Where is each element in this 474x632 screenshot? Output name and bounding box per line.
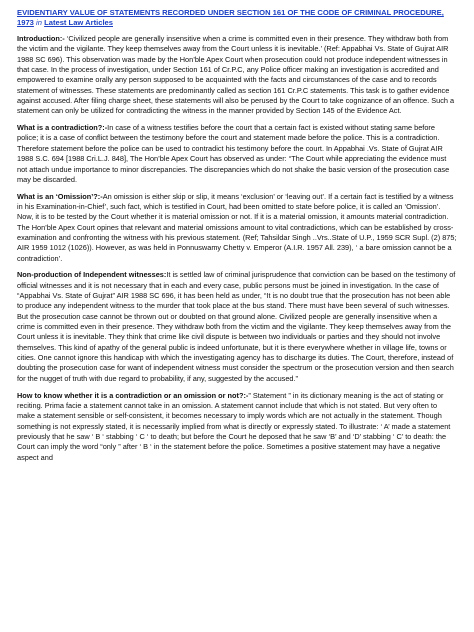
text-how-to-know: ” Statement ” in its dictionary meaning is the act of stating or reciting. Prima facie a statement cannot take in an omission. A statement cannot include that which is not stated. But very often to make a statement sensible or self-consistent, it becomes necessary to imply words which are not actually in the statement. Though something is not expressly stated, it is necessarily implied from what is directly or expressly stated. To illustrate: ‘ A’ made a statement previously that he saw ‘ B ‘ stabbing ‘ C ‘ to death; but before the Court he deposed that he saw ‘B’ and ‘D’ stabbing ‘ C’ to death: the Court can imply the word “only ” after ‘ B ‘ in the statement before the police. Sometimes a positive statement may have a negative aspect and — [17, 390, 451, 462]
paragraph-how-to-know — [17, 391, 457, 463]
paragraph-independent-witnesses — [17, 270, 457, 384]
heading-how-to-know: How to know whether it is a contradiction or an omission or not?:- — [17, 390, 249, 400]
paragraph-omission — [17, 192, 457, 264]
article-title-link[interactable]: EVIDENTIARY VALUE OF STATEMENTS RECORDED UNDER SECTION 161 OF THE CODE OF CRIMINAL PROCEDURE, 1973 — [17, 8, 444, 27]
text-independent-witnesses: It is settled law of criminal jurisprudence that conviction can be based on the testimony of official witnesses and it is not necessary that in each and every case, public persons must be joined in investigation. In the case of “Appabhai Vs. State of Gujrat” AIR 1988 SC 696, it has been held as under, “It is no doubt true that the prosecution has not been able to produce any independent witness to the murder that took place at the bus stand. There must have been several of such witnesses. But the prosecution case cannot be thrown out or doubted on that ground alone. Civilized people are generally insensitive when a crime is committed even in their presence. They withdraw both from the victim and the vigilante. They keep themselves away from the Court unless it is inevitable. They think that crime like civil dispute is between two individuals or parties and they should not involve themselves. This kind of apathy of the general public is indeed unfortunate, but it is there everywhere whether in village life, towns or cities. One cannot ignore this handicap with which the investigating agency has to discharge its duties. The Court, therefore, instead of doubting the prosecution case for want of independent witness must consider the spectrum or the prosecution version and then search for the nugget of truth with due regard to probability, if any, suggested by the accused.” — [17, 270, 456, 383]
paragraph-introduction — [17, 34, 457, 117]
article-title-block — [17, 8, 457, 28]
heading-introduction: Introduction:- — [17, 34, 65, 43]
category-link[interactable]: Latest Law Articles — [44, 18, 114, 27]
paragraph-contradiction — [17, 123, 457, 185]
text-introduction: ‘Civilized people are generally insensitive when a crime is committed even in their presence. They withdraw both from the victim and the vigilante. They keep themselves away from the Court unless it is inevitable.’ (Ref: Appabhai Vs. State of Gujrat AIR 1988 SC 696). This observation was made by the Hon’ble Apex Court when prosecution could not produce independent witnesses in that case. In the process of investigation, under Section 161 of Cr.P.C, any Police officer making an investigation is accredited and empowered to examine orally any person supposed to be acquainted with the facts and circumstances of the case and to records statement of witnesses. These statements are predominantly called as section 161 Cr.P.C statements. This task is to gather evidence against accused. After filing charge sheet, these statements will also be perused by the Court to take cognizance of an offence. Such a statement can only be utilized for contradicting the witness in the manner provided by Section 145 of the Evidence Act. — [17, 34, 455, 116]
heading-contradiction: What is a contradiction?:- — [17, 123, 108, 133]
text-contradiction: In case of a witness testifies before the court that a certain fact is existed without stating same before police; it is a case of conflict between the testimony before the court and statement made before the police. This is a contradiction. Therefore statement before the police can be used to contradict his testimony before the court. In Appabhai .Vs. State of Gujrat AIR 1988 S.C. 694 [1988 Cri.L.J. 848], The Hon’ble Apex Court has observed as under: “The Court while appreciating the evidence must not attach undue importance to minor discrepancies. The discrepancies which do not shake the basic version of the prosecution case may be discarded. — [17, 123, 450, 184]
heading-omission: What is an ‘Omission’?:- — [17, 191, 103, 201]
heading-independent-witnesses: Non-production of Independent witnesses: — [17, 270, 167, 280]
in-label: in — [36, 18, 42, 27]
text-omission: An omission is either skip or slip, it means ‘exclusion’ or ‘leaving out’. If a certain fact is testified by a witness in his Examination-in-Chief’, such fact, which is testified in Court, had been omitted to state before police, it is called an ‘Omission’. Now, it is to be tested by the Court whether it is material omission or not. If it is a material omission, it amounts material contradiction. The Hon’ble Apex Court opines that relevant and material omissions amount to vital contradictions, which can be established by cross- examination and confronting the witness with his previous statement. (Ref; Tahsildar Singh ..Vrs..State of U.P., 1959 SCR Supl. (2) 875; AIR 1959 1012 (1026)). However, as was held in Ponnuswamy Chetty v. Emperor (A.I.R. 1957 All. 239), ‘ a bare omission cannot be a contradiction’. — [17, 191, 457, 263]
